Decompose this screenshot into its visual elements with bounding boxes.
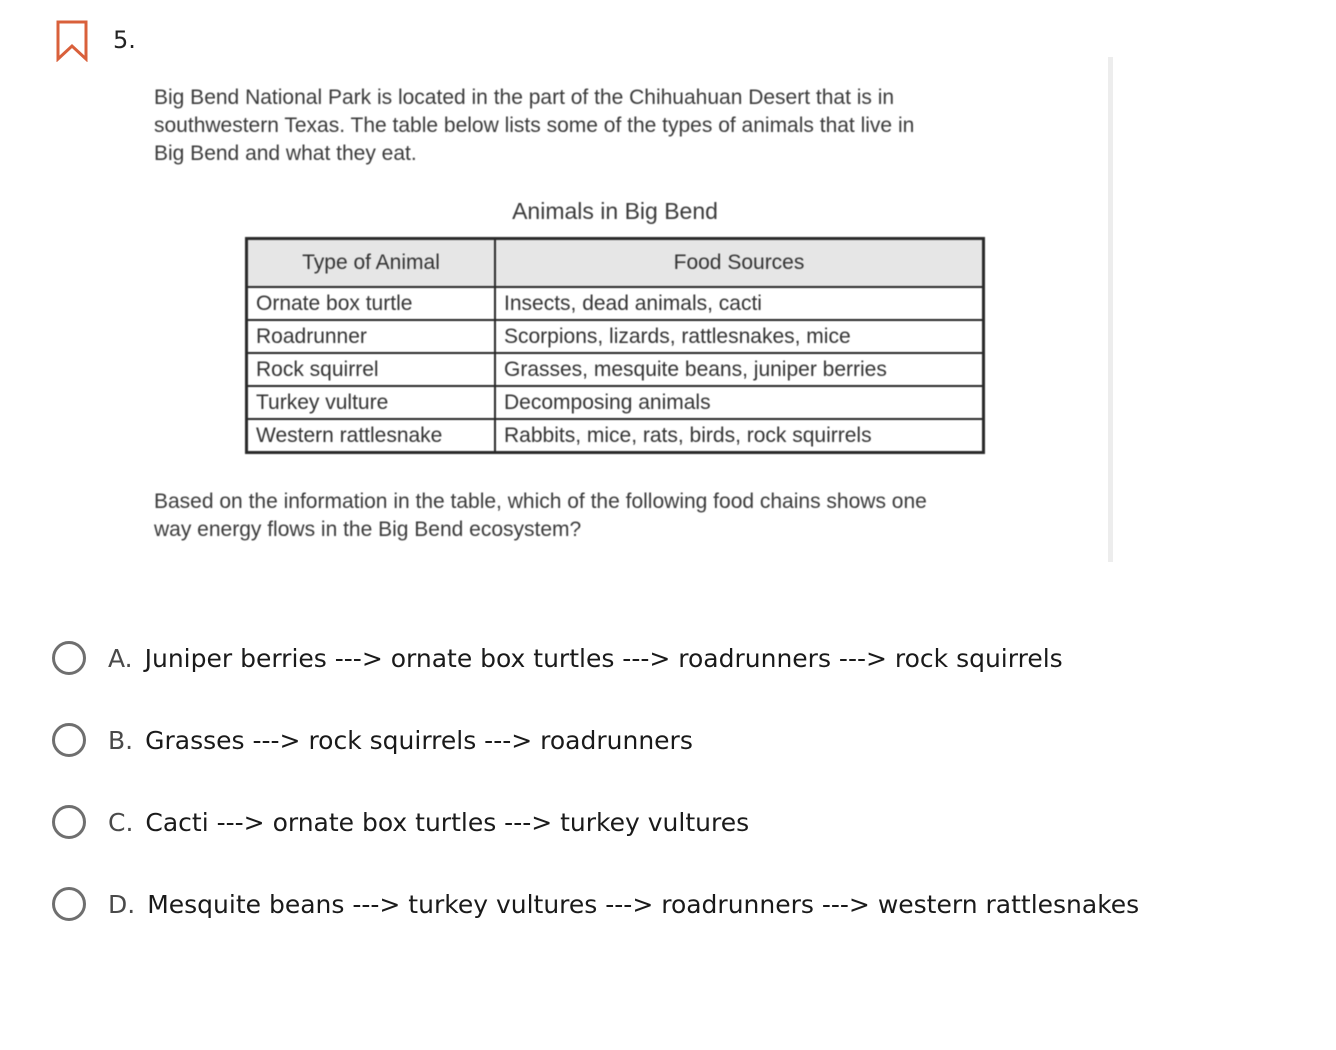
table-row xyxy=(247,386,984,419)
food-cell: Rabbits, mice, rats, birds, rock squirrels xyxy=(495,419,984,453)
animal-cell: Western rattlesnake xyxy=(247,419,496,453)
intro-paragraph xyxy=(154,84,1094,168)
choice-letter: C. xyxy=(108,807,134,837)
choice-text: Cacti ---> ornate box turtles ---> turkey vultures xyxy=(145,807,750,837)
radio-button[interactable] xyxy=(52,723,86,757)
radio-button[interactable] xyxy=(52,641,86,675)
radio-button[interactable] xyxy=(52,887,86,921)
choice-letter: A. xyxy=(108,643,133,673)
choice-letter: B. xyxy=(108,725,134,755)
animals-table xyxy=(245,237,985,454)
bookmark-icon[interactable] xyxy=(55,20,89,62)
question-number: 5. xyxy=(113,26,136,54)
food-cell: Decomposing animals xyxy=(495,386,984,419)
table-row xyxy=(247,320,984,353)
stimulus-image xyxy=(145,57,1113,562)
column-header-animal: Type of Animal xyxy=(247,239,496,288)
column-header-food: Food Sources xyxy=(495,239,984,288)
choice-a[interactable] xyxy=(52,636,1292,680)
question-prompt xyxy=(154,488,1094,544)
food-cell: Insects, dead animals, cacti xyxy=(495,287,984,320)
table-row xyxy=(247,419,984,453)
choice-text: Grasses ---> rock squirrels ---> roadrunners xyxy=(145,725,693,755)
intro-line: Big Bend National Park is located in the part of the Chihuahuan Desert that is in xyxy=(154,86,895,109)
intro-line: Big Bend and what they eat. xyxy=(154,142,417,165)
prompt-line: Based on the information in the table, which of the following food chains shows one xyxy=(154,490,927,513)
prompt-line: way energy flows in the Big Bend ecosystem? xyxy=(154,518,582,541)
animal-cell: Turkey vulture xyxy=(247,386,496,419)
animal-cell: Roadrunner xyxy=(247,320,496,353)
table-row xyxy=(247,353,984,386)
food-cell: Grasses, mesquite beans, juniper berries xyxy=(495,353,984,386)
choice-text: Juniper berries ---> ornate box turtles ---> roadrunners ---> rock squirrels xyxy=(144,643,1063,673)
table-header-row xyxy=(247,239,984,288)
choice-letter: D. xyxy=(108,889,136,919)
food-cell: Scorpions, lizards, rattlesnakes, mice xyxy=(495,320,984,353)
intro-line: southwestern Texas. The table below lists some of the types of animals that live in xyxy=(154,114,915,137)
bookmark-outline-icon xyxy=(55,20,89,62)
choice-c[interactable] xyxy=(52,800,1292,844)
table-row xyxy=(247,287,984,320)
choice-b[interactable] xyxy=(52,718,1292,762)
animal-cell: Ornate box turtle xyxy=(247,287,496,320)
table-title: Animals in Big Bend xyxy=(512,198,718,224)
choice-text: Mesquite beans ---> turkey vultures ---> roadrunners ---> western rattlesnakes xyxy=(147,889,1140,919)
choice-d[interactable] xyxy=(52,882,1292,926)
radio-button[interactable] xyxy=(52,805,86,839)
animal-cell: Rock squirrel xyxy=(247,353,496,386)
